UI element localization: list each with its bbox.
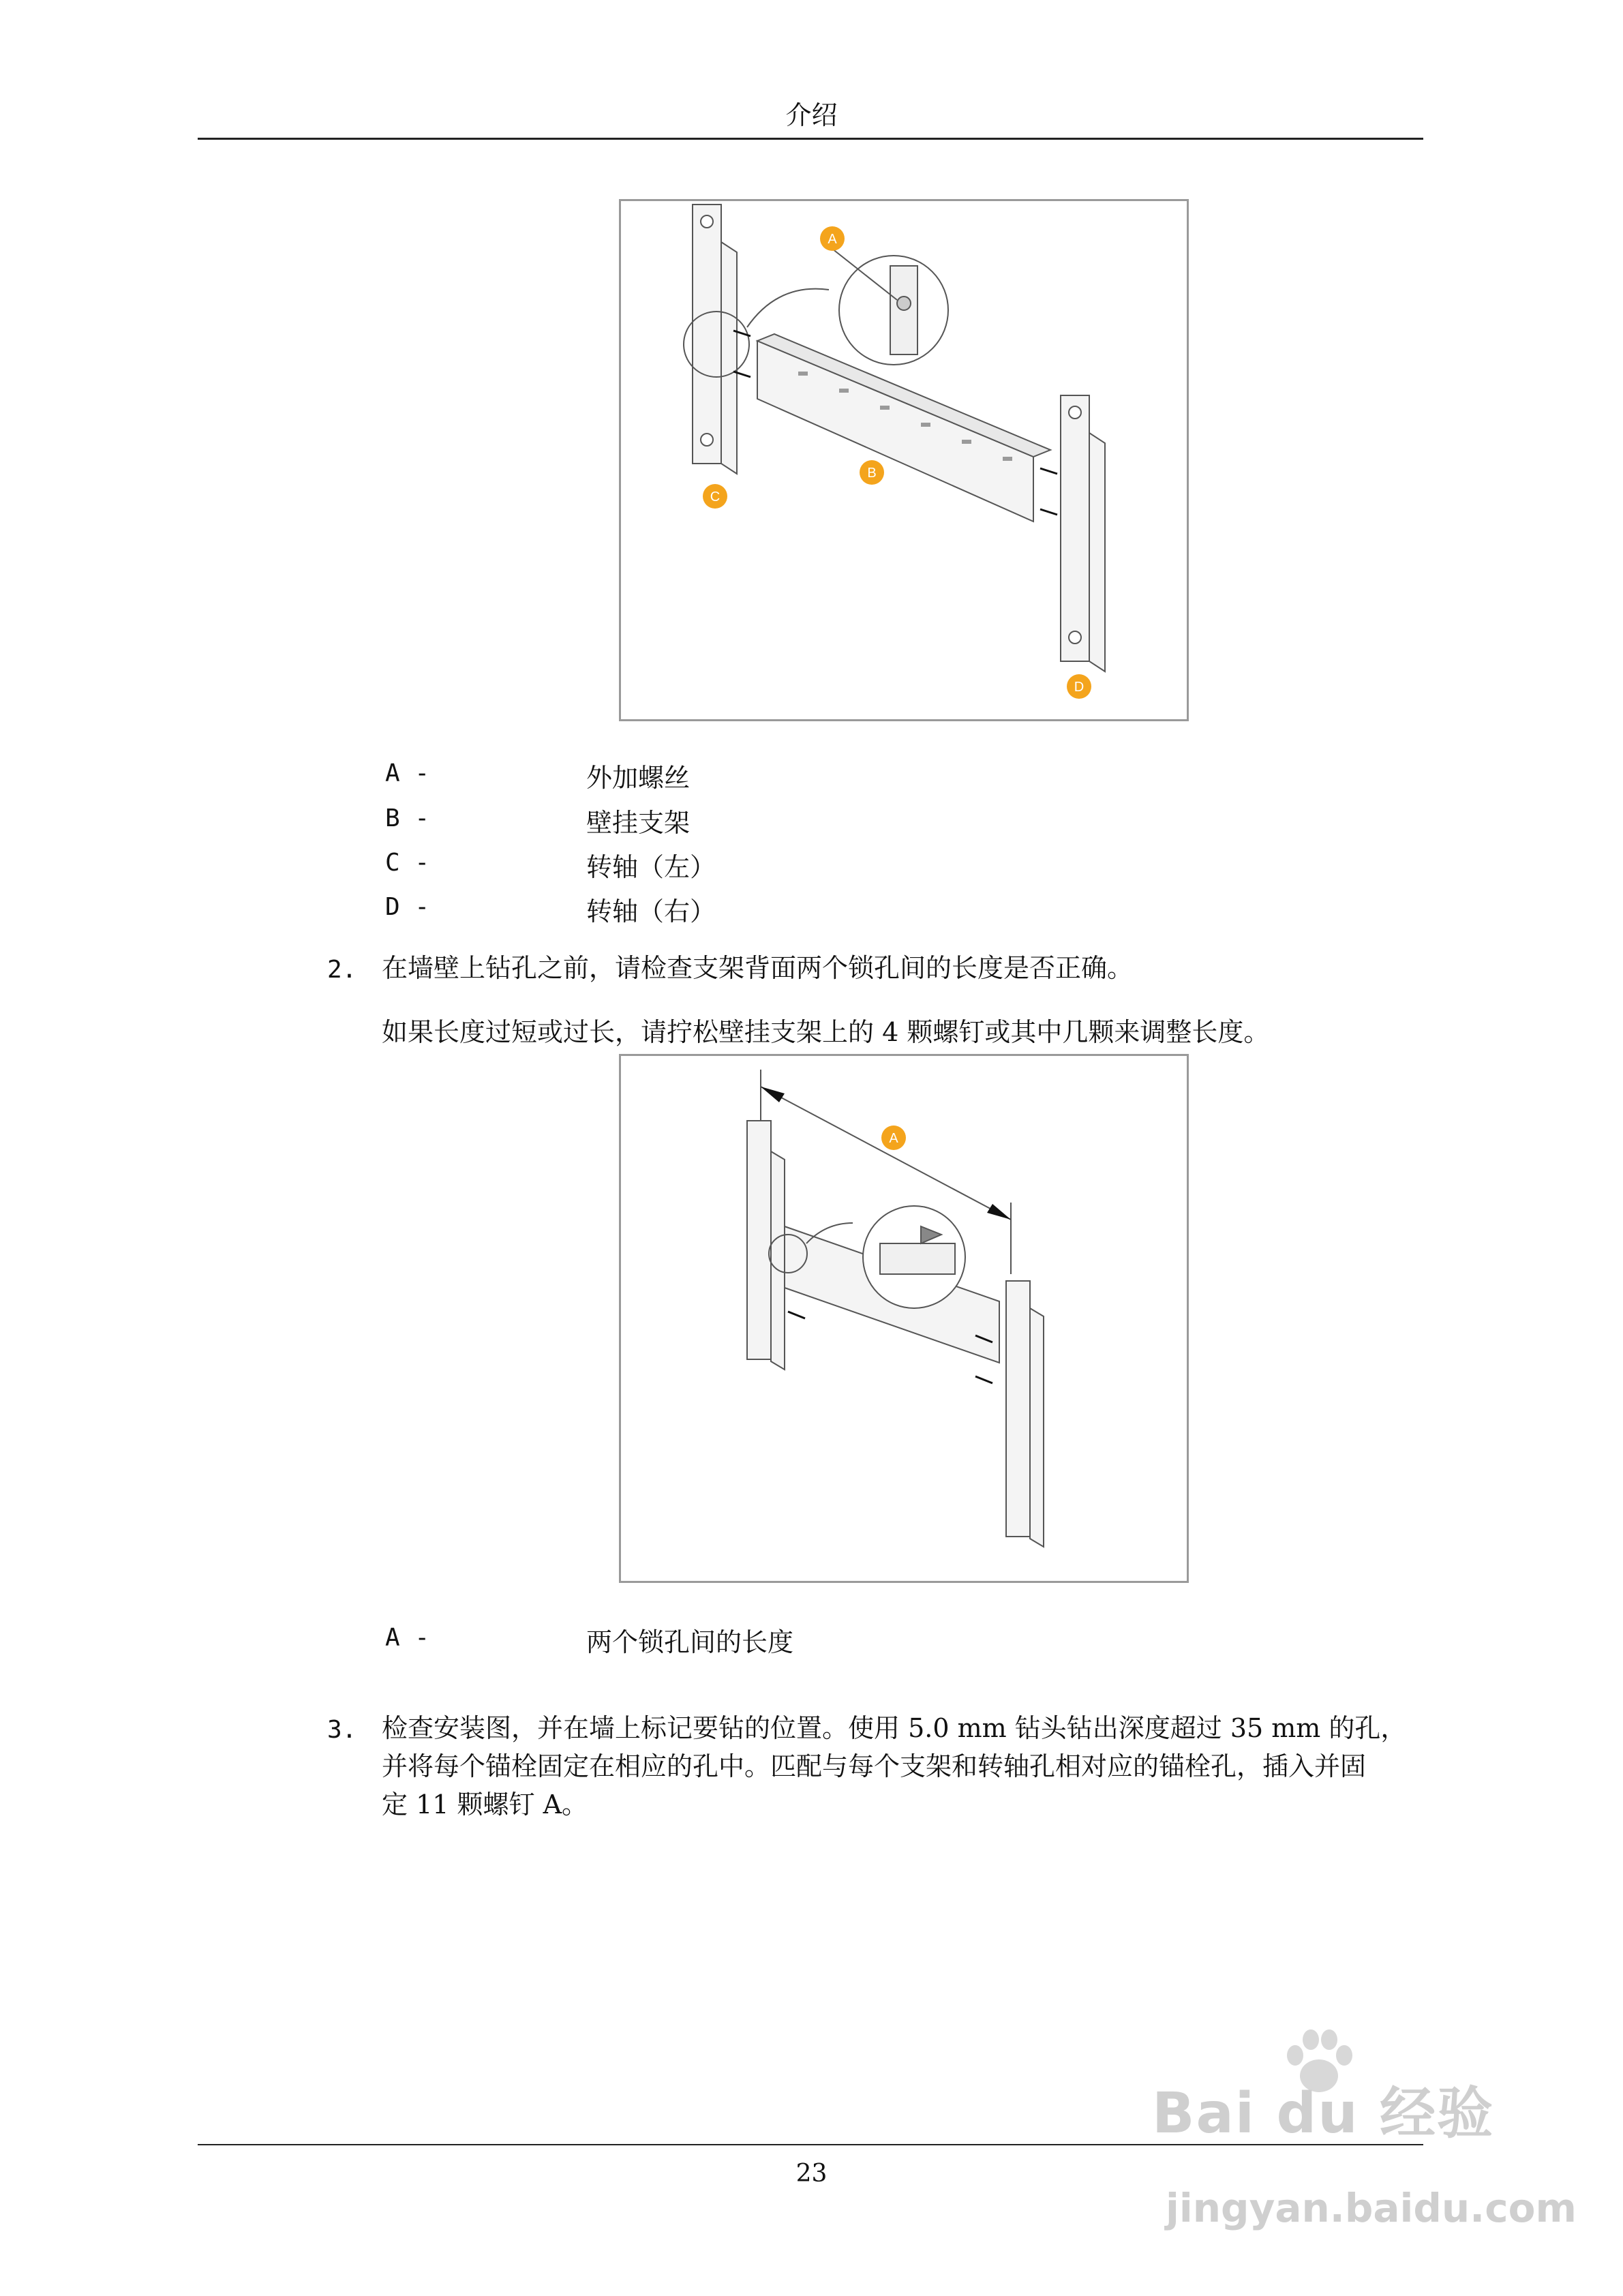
svg-text:C: C [710,489,721,504]
callout-d [1067,674,1091,699]
header-rule [198,138,1423,140]
right-hinge-rail [1061,395,1089,661]
left-hinge-rail-fig2 [747,1121,771,1359]
legend-key-b: B - [385,804,430,832]
legend-key-a: A - [385,759,430,787]
svg-text:D: D [1074,680,1084,695]
legend-key-d: D - [385,893,430,921]
step-3-text-line3: 定 11 颗螺钉 A。 [382,1789,588,1819]
legend2-value-a: 两个锁孔间的长度 [586,1627,794,1657]
callout-c [703,484,727,509]
step-3-text-line2: 并将每个锚栓固定在相应的孔中。匹配与每个支架和转轴孔相对应的锚栓孔，插入并固 [382,1751,1367,1781]
figure-keyhole-length [619,1054,1189,1583]
step-2-text-line2: 如果长度过短或过长，请拧松壁挂支架上的 4 颗螺钉或其中几颗来调整长度。 [382,1017,1270,1047]
svg-text:A: A [889,1131,898,1146]
page-header-title: 介绍 [785,100,838,130]
callout-a-fig2 [881,1126,906,1150]
legend-value-a: 外加螺丝 [586,763,691,793]
callout-b [860,460,884,485]
watermark-brand: Bai du 经验 [1152,2081,1495,2146]
legend2-key-a: A - [385,1624,430,1652]
step-3-text-line1: 检查安装图，并在墙上标记要钻的位置。使用 5.0 mm 钻头钻出深度超过 35 mm 的孔， [382,1713,1407,1743]
step-2-number: 2. [327,956,357,984]
keyhole-length-diagram [621,1056,1187,1581]
figure-wall-mount-exploded [619,199,1189,721]
right-hinge-rail-fig2 [1006,1281,1030,1537]
legend-value-d: 转轴（右） [586,896,716,926]
legend-value-b: 壁挂支架 [586,808,691,838]
legend-key-c: C - [385,849,430,877]
page-number: 23 [795,2160,828,2188]
svg-text:B: B [867,466,877,481]
watermark-logo [1152,2045,1534,2146]
left-hinge-rail [693,205,721,464]
watermark-url: jingyan.baidu.com [1166,2185,1577,2231]
wall-mount-diagram [621,201,1187,719]
callout-a [820,226,845,251]
extra-screw [897,297,911,310]
step-2-text-line1: 在墙壁上钻孔之前，请检查支架背面两个锁孔间的长度是否正确。 [382,953,1134,983]
step-3-number: 3. [327,1716,357,1744]
legend-value-c: 转轴（左） [586,852,716,882]
zoom-leader-line [747,289,829,327]
svg-text:A: A [828,232,837,247]
